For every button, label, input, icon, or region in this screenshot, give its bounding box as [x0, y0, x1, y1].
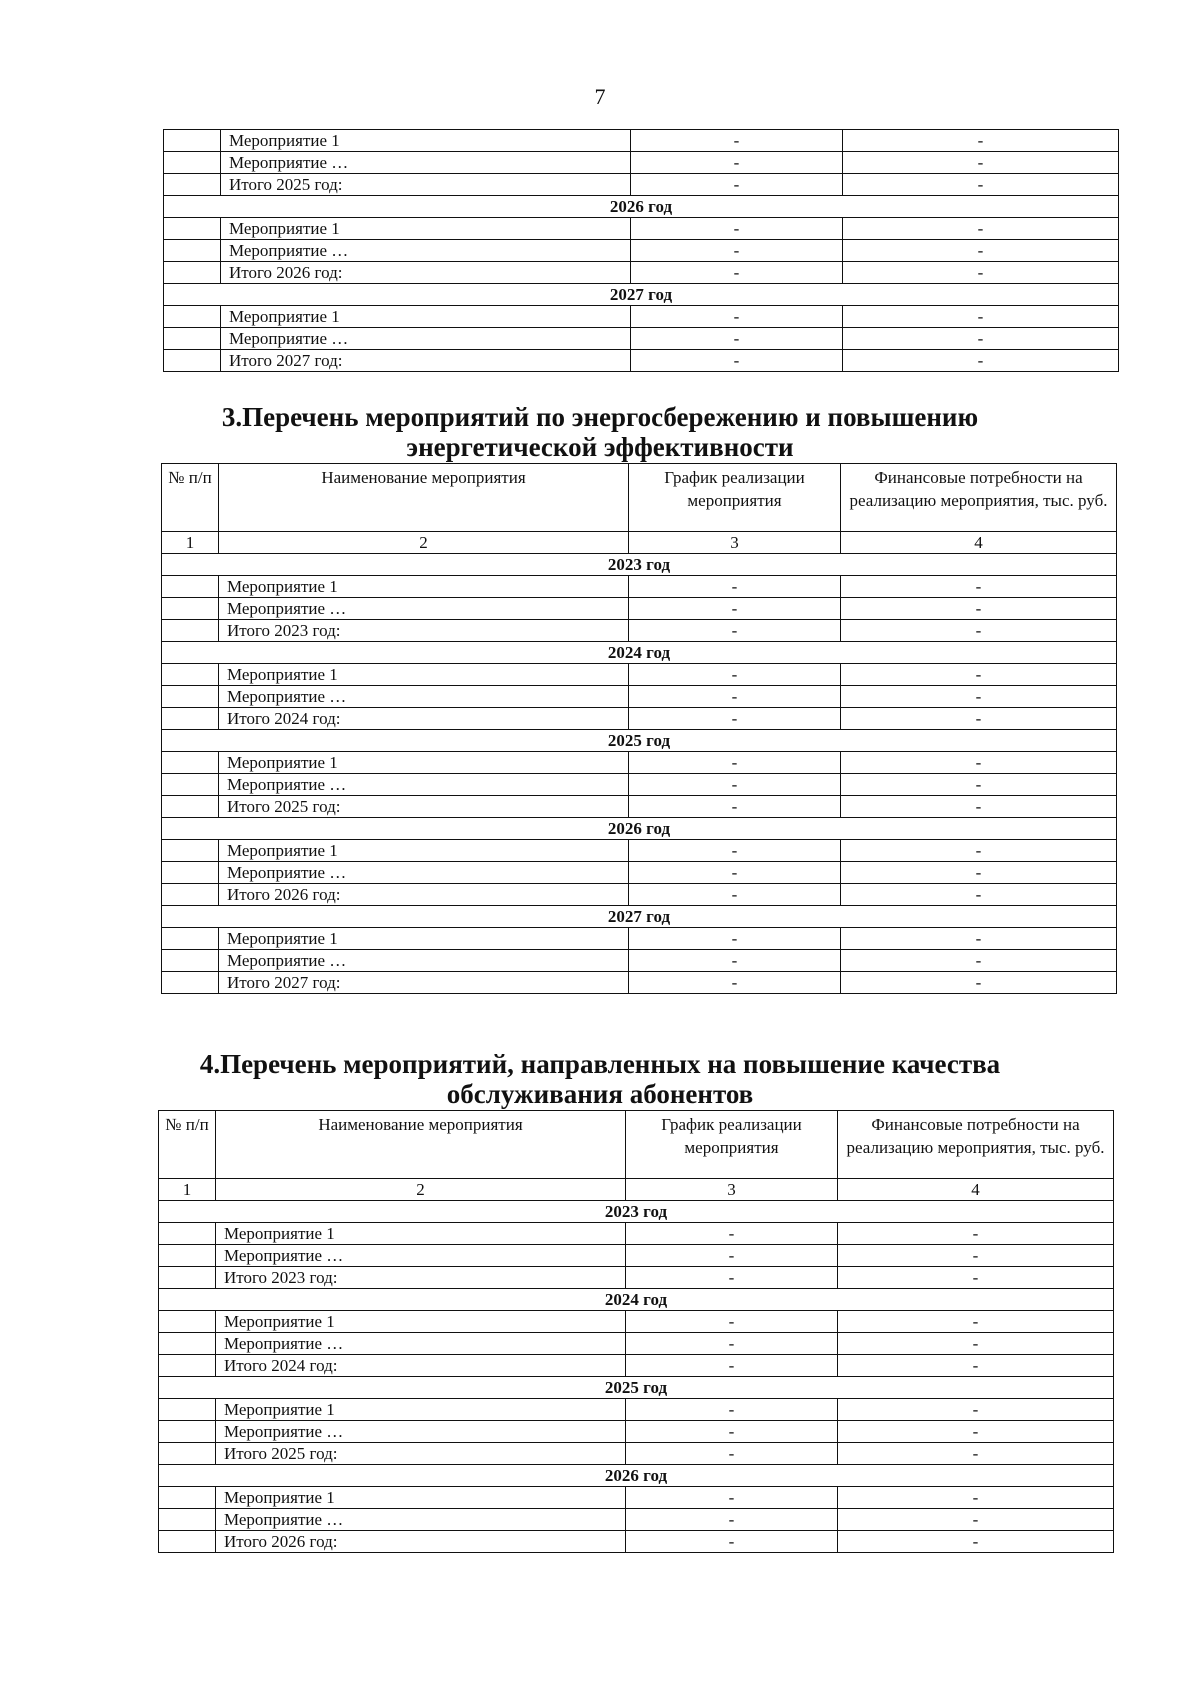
year-row: [164, 284, 1119, 306]
table-row: [159, 1333, 1114, 1355]
table-row: [162, 708, 1117, 730]
year-row: [159, 1377, 1114, 1399]
finance-cell: -: [841, 686, 1117, 708]
measure-name-cell: Мероприятие …: [219, 598, 629, 620]
measure-name-cell: Мероприятие 1: [219, 664, 629, 686]
section-4-title-line-1: 4.Перечень мероприятий, направленных на повышение качества: [199, 1049, 1001, 1079]
schedule-cell: -: [626, 1509, 838, 1531]
column-number: 3: [629, 532, 841, 554]
row-number-cell: [164, 306, 221, 328]
row-number-cell: [162, 620, 219, 642]
finance-cell: -: [843, 240, 1119, 262]
table-header-row: [162, 464, 1117, 532]
schedule-cell: -: [626, 1399, 838, 1421]
schedule-cell: -: [629, 686, 841, 708]
table-row: [164, 262, 1119, 284]
header-name: Наименование мероприятия: [219, 464, 629, 532]
measure-name-cell: Итого 2025 год:: [221, 174, 631, 196]
row-number-cell: [162, 840, 219, 862]
year-heading: 2024 год: [159, 1289, 1114, 1311]
finance-cell: -: [843, 350, 1119, 372]
row-number-cell: [159, 1245, 216, 1267]
schedule-cell: -: [629, 752, 841, 774]
measure-name-cell: Мероприятие …: [221, 240, 631, 262]
schedule-cell: -: [631, 240, 843, 262]
finance-cell: -: [841, 576, 1117, 598]
table-header-row: [159, 1111, 1114, 1179]
row-number-cell: [159, 1333, 216, 1355]
schedule-cell: -: [629, 796, 841, 818]
header-finance: Финансовые потребности на реализацию мероприятия, тыс. руб.: [841, 464, 1117, 532]
schedule-cell: -: [629, 972, 841, 994]
measure-name-cell: Итого 2025 год:: [219, 796, 629, 818]
table-row: [162, 796, 1117, 818]
table-row: [162, 972, 1117, 994]
schedule-cell: -: [626, 1223, 838, 1245]
row-number-cell: [162, 774, 219, 796]
header-number: № п/п: [159, 1111, 216, 1179]
finance-cell: -: [841, 752, 1117, 774]
table-row: [164, 174, 1119, 196]
row-number-cell: [159, 1509, 216, 1531]
table-row: [162, 620, 1117, 642]
year-row: [159, 1201, 1114, 1223]
finance-cell: -: [843, 130, 1119, 152]
schedule-cell: -: [629, 862, 841, 884]
finance-cell: -: [841, 774, 1117, 796]
row-number-cell: [164, 328, 221, 350]
schedule-cell: -: [626, 1531, 838, 1553]
measure-name-cell: Мероприятие …: [216, 1421, 626, 1443]
row-number-cell: [164, 130, 221, 152]
table-row: [159, 1509, 1114, 1531]
schedule-cell: -: [631, 130, 843, 152]
measure-name-cell: Мероприятие …: [219, 774, 629, 796]
table-row: [159, 1311, 1114, 1333]
table-row: [162, 928, 1117, 950]
table-row: [159, 1223, 1114, 1245]
year-heading: 2025 год: [159, 1377, 1114, 1399]
column-number: 1: [159, 1179, 216, 1201]
table-row: [164, 240, 1119, 262]
column-number: 1: [162, 532, 219, 554]
measure-name-cell: Мероприятие …: [216, 1333, 626, 1355]
year-row: [162, 554, 1117, 576]
row-number-cell: [162, 796, 219, 818]
finance-cell: -: [838, 1333, 1114, 1355]
table-row: [164, 130, 1119, 152]
finance-cell: -: [843, 152, 1119, 174]
table-row: [162, 774, 1117, 796]
measure-name-cell: Итого 2027 год:: [219, 972, 629, 994]
year-heading: 2026 год: [159, 1465, 1114, 1487]
row-number-cell: [162, 928, 219, 950]
row-number-cell: [159, 1531, 216, 1553]
measure-name-cell: Мероприятие 1: [219, 840, 629, 862]
row-number-cell: [162, 686, 219, 708]
schedule-cell: -: [629, 928, 841, 950]
finance-cell: -: [838, 1223, 1114, 1245]
column-number: 4: [838, 1179, 1114, 1201]
row-number-cell: [162, 972, 219, 994]
table-row: [159, 1443, 1114, 1465]
finance-cell: -: [841, 950, 1117, 972]
measure-name-cell: Мероприятие …: [216, 1245, 626, 1267]
column-number: 2: [219, 532, 629, 554]
section-4-title-line-2: обслуживания абонентов: [446, 1079, 754, 1109]
measure-name-cell: Мероприятие …: [219, 862, 629, 884]
finance-cell: -: [838, 1311, 1114, 1333]
schedule-cell: -: [631, 152, 843, 174]
schedule-cell: -: [629, 576, 841, 598]
finance-cell: -: [841, 620, 1117, 642]
row-number-cell: [162, 664, 219, 686]
row-number-cell: [159, 1355, 216, 1377]
measure-name-cell: Итого 2023 год:: [216, 1267, 626, 1289]
row-number-cell: [164, 240, 221, 262]
schedule-cell: -: [629, 840, 841, 862]
schedule-cell: -: [626, 1267, 838, 1289]
measure-name-cell: Мероприятие 1: [221, 130, 631, 152]
measure-name-cell: Итого 2027 год:: [221, 350, 631, 372]
year-heading: 2024 год: [162, 642, 1117, 664]
table-row: [159, 1245, 1114, 1267]
measure-name-cell: Мероприятие 1: [219, 928, 629, 950]
row-number-cell: [159, 1267, 216, 1289]
column-number-row: [162, 532, 1117, 554]
measure-name-cell: Итого 2023 год:: [219, 620, 629, 642]
row-number-cell: [162, 752, 219, 774]
finance-cell: -: [841, 664, 1117, 686]
section-3-title-line-2: энергетической эффективности: [406, 432, 794, 462]
energy-saving-measures-table: [161, 463, 1117, 994]
table-row: [162, 752, 1117, 774]
column-number: 3: [626, 1179, 838, 1201]
schedule-cell: -: [626, 1443, 838, 1465]
finance-cell: -: [838, 1509, 1114, 1531]
schedule-cell: -: [629, 950, 841, 972]
section-3-title-line-1: 3.Перечень мероприятий по энергосбережению и повышению: [221, 402, 979, 432]
row-number-cell: [162, 950, 219, 972]
finance-cell: -: [841, 796, 1117, 818]
year-row: [159, 1465, 1114, 1487]
header-name: Наименование мероприятия: [216, 1111, 626, 1179]
measure-name-cell: Мероприятие …: [221, 152, 631, 174]
measure-name-cell: Мероприятие 1: [219, 752, 629, 774]
measure-name-cell: Мероприятие 1: [221, 306, 631, 328]
measure-name-cell: Мероприятие 1: [216, 1223, 626, 1245]
measure-name-cell: Мероприятие 1: [216, 1311, 626, 1333]
row-number-cell: [164, 218, 221, 240]
finance-cell: -: [838, 1443, 1114, 1465]
schedule-cell: -: [631, 306, 843, 328]
table-row: [162, 884, 1117, 906]
table-row: [159, 1421, 1114, 1443]
measure-name-cell: Мероприятие …: [219, 686, 629, 708]
measure-name-cell: Мероприятие …: [219, 950, 629, 972]
row-number-cell: [164, 174, 221, 196]
table-row: [159, 1267, 1114, 1289]
schedule-cell: -: [629, 884, 841, 906]
row-number-cell: [159, 1399, 216, 1421]
finance-cell: -: [843, 328, 1119, 350]
table-row: [162, 576, 1117, 598]
year-row: [162, 906, 1117, 928]
row-number-cell: [159, 1443, 216, 1465]
measure-name-cell: Мероприятие …: [216, 1509, 626, 1531]
schedule-cell: -: [626, 1245, 838, 1267]
year-heading: 2025 год: [162, 730, 1117, 752]
table-row: [164, 306, 1119, 328]
schedule-cell: -: [626, 1421, 838, 1443]
finance-cell: -: [838, 1355, 1114, 1377]
schedule-cell: -: [631, 328, 843, 350]
schedule-cell: -: [626, 1333, 838, 1355]
schedule-cell: -: [629, 598, 841, 620]
finance-cell: -: [841, 928, 1117, 950]
year-row: [162, 730, 1117, 752]
table-row: [164, 328, 1119, 350]
finance-cell: -: [838, 1399, 1114, 1421]
schedule-cell: -: [629, 664, 841, 686]
table-row: [162, 598, 1117, 620]
schedule-cell: -: [626, 1355, 838, 1377]
finance-cell: -: [838, 1245, 1114, 1267]
year-heading: 2027 год: [162, 906, 1117, 928]
measure-name-cell: Мероприятие 1: [219, 576, 629, 598]
finance-cell: -: [838, 1421, 1114, 1443]
schedule-cell: -: [631, 218, 843, 240]
finance-cell: -: [843, 218, 1119, 240]
schedule-cell: -: [629, 774, 841, 796]
schedule-cell: -: [631, 350, 843, 372]
measure-name-cell: Мероприятие …: [221, 328, 631, 350]
finance-cell: -: [838, 1487, 1114, 1509]
table-row: [159, 1355, 1114, 1377]
year-heading: 2027 год: [164, 284, 1119, 306]
column-number: 4: [841, 532, 1117, 554]
column-number-row: [159, 1179, 1114, 1201]
row-number-cell: [162, 598, 219, 620]
table-row: [159, 1487, 1114, 1509]
table-row: [162, 840, 1117, 862]
row-number-cell: [162, 708, 219, 730]
finance-cell: -: [841, 972, 1117, 994]
table-row: [159, 1531, 1114, 1553]
table-row: [162, 950, 1117, 972]
header-number: № п/п: [162, 464, 219, 532]
header-schedule: График реализации мероприятия: [626, 1111, 838, 1179]
row-number-cell: [164, 350, 221, 372]
finance-cell: -: [841, 862, 1117, 884]
measure-name-cell: Итого 2025 год:: [216, 1443, 626, 1465]
year-row: [162, 818, 1117, 840]
row-number-cell: [159, 1223, 216, 1245]
finance-cell: -: [841, 598, 1117, 620]
finance-cell: -: [841, 884, 1117, 906]
table-row: [162, 686, 1117, 708]
continued-measures-table: [163, 129, 1119, 372]
year-heading: 2026 год: [164, 196, 1119, 218]
table-row: [164, 218, 1119, 240]
service-quality-measures-table: [158, 1110, 1114, 1553]
finance-cell: -: [843, 262, 1119, 284]
measure-name-cell: Мероприятие 1: [216, 1399, 626, 1421]
schedule-cell: -: [629, 620, 841, 642]
header-schedule: График реализации мероприятия: [629, 464, 841, 532]
schedule-cell: -: [631, 262, 843, 284]
schedule-cell: -: [629, 708, 841, 730]
row-number-cell: [162, 884, 219, 906]
year-heading: 2023 год: [162, 554, 1117, 576]
finance-cell: -: [841, 708, 1117, 730]
finance-cell: -: [841, 840, 1117, 862]
measure-name-cell: Итого 2024 год:: [219, 708, 629, 730]
year-row: [159, 1289, 1114, 1311]
measure-name-cell: Мероприятие 1: [221, 218, 631, 240]
row-number-cell: [162, 576, 219, 598]
schedule-cell: -: [631, 174, 843, 196]
table-row: [162, 862, 1117, 884]
table-row: [164, 350, 1119, 372]
measure-name-cell: Итого 2024 год:: [216, 1355, 626, 1377]
row-number-cell: [159, 1487, 216, 1509]
finance-cell: -: [843, 306, 1119, 328]
year-row: [164, 196, 1119, 218]
measure-name-cell: Итого 2026 год:: [219, 884, 629, 906]
measure-name-cell: Мероприятие 1: [216, 1487, 626, 1509]
measure-name-cell: Итого 2026 год:: [221, 262, 631, 284]
page-number: 7: [594, 84, 606, 109]
year-heading: 2023 год: [159, 1201, 1114, 1223]
column-number: 2: [216, 1179, 626, 1201]
year-row: [162, 642, 1117, 664]
table-row: [162, 664, 1117, 686]
header-finance: Финансовые потребности на реализацию мероприятия, тыс. руб.: [838, 1111, 1114, 1179]
year-heading: 2026 год: [162, 818, 1117, 840]
schedule-cell: -: [626, 1487, 838, 1509]
finance-cell: -: [838, 1267, 1114, 1289]
finance-cell: -: [838, 1531, 1114, 1553]
row-number-cell: [164, 262, 221, 284]
finance-cell: -: [843, 174, 1119, 196]
schedule-cell: -: [626, 1311, 838, 1333]
row-number-cell: [159, 1421, 216, 1443]
table-row: [159, 1399, 1114, 1421]
table-row: [164, 152, 1119, 174]
measure-name-cell: Итого 2026 год:: [216, 1531, 626, 1553]
row-number-cell: [164, 152, 221, 174]
row-number-cell: [159, 1311, 216, 1333]
row-number-cell: [162, 862, 219, 884]
